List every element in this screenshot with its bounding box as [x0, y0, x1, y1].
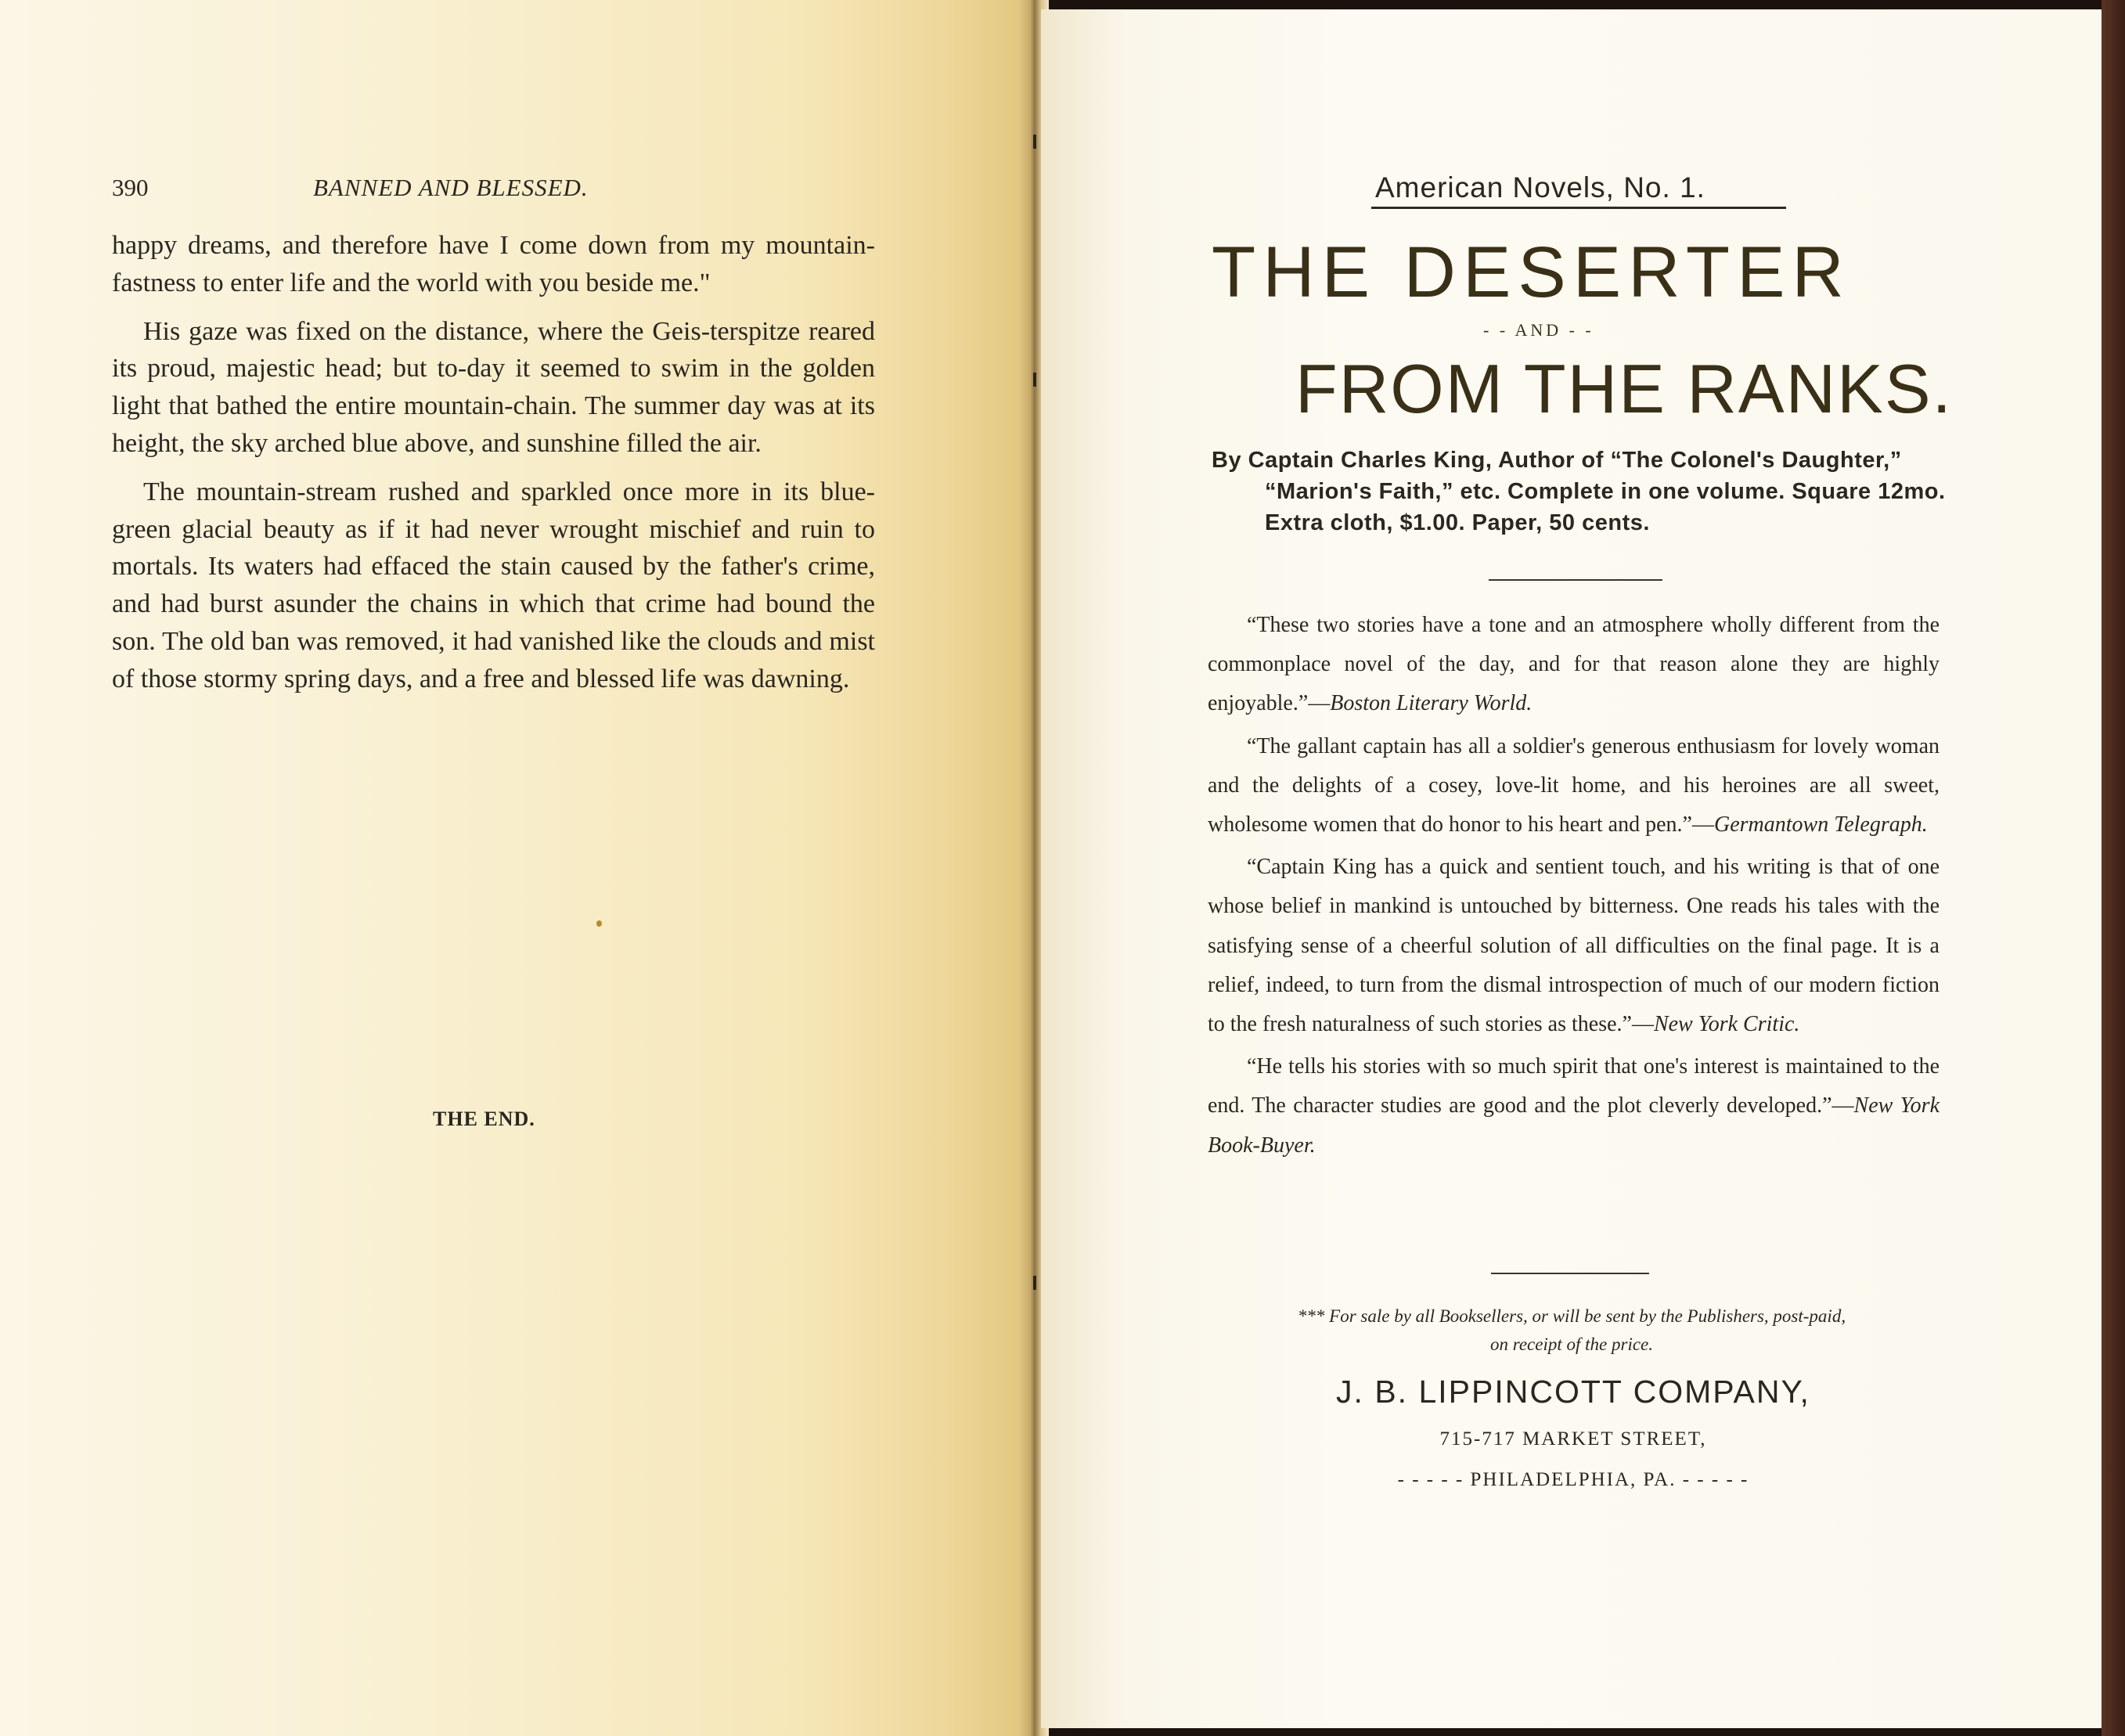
review-4-text: “He tells his stories with so much spirit that one's interest is maintained to the end. The character studies are good and the plot cleverly developed.”—	[1208, 1054, 1940, 1118]
running-title: BANNED AND BLESSED.	[313, 174, 589, 201]
review-3-source: New York Critic.	[1653, 1012, 1800, 1037]
body-text	[112, 227, 875, 709]
review-4	[1208, 1047, 1940, 1165]
divider-rule	[1489, 579, 1662, 581]
review-3	[1208, 848, 1940, 1044]
series-underline	[1371, 207, 1786, 209]
publisher-city: - - - - - PHILADELPHIA, PA. - - - - -	[1397, 1469, 1749, 1490]
review-2	[1208, 727, 1940, 845]
page-number: 390	[112, 174, 149, 201]
cover-board-edge	[2102, 0, 2125, 1736]
paragraph-3: The mountain-stream rushed and sparkled once more in its blue-green glacial beauty as if it had never wrought mischief and ruin to mortals. Its waters had effaced the stain caused by the father's crime, and had burst asunder the chains in which that crime had bound the son. The old ban was removed, it had vanished like the clouds and mist of those stormy spring days, and a free and blessed life was dawning.	[112, 477, 875, 693]
title-line-2: FROM THE RANKS.	[1295, 350, 1954, 427]
the-end-label: THE END.	[433, 1108, 535, 1130]
review-1-source: Boston Literary World.	[1330, 691, 1533, 716]
title-line-1: THE DESERTER	[1212, 232, 1851, 312]
sale-note-line-1: *** For sale by all Booksellers, or will be sent by the Publishers, post-paid,	[1297, 1306, 1846, 1326]
publisher-name: J. B. LIPPINCOTT COMPANY,	[1336, 1374, 1810, 1410]
divider-rule	[1491, 1273, 1649, 1274]
publisher-address: 715-717 MARKET STREET,	[1439, 1428, 1707, 1450]
left-page	[0, 0, 1027, 1736]
byline: By Captain Charles King, Author of “The Colonel's Daughter,” “Marion's Faith,” etc. Complete in one volume. Square 12mo. Extra cloth, $1.00. Paper, 50 cents.	[1212, 448, 1946, 535]
paragraph-1: happy dreams, and therefore have I come down from my mountain-fastness to enter life and the world with you beside me."	[112, 231, 875, 297]
review-1-text: “These two stories have a tone and an atmosphere wholly different from the commonplace novel of the day, and for that reason alone they are highly enjoyable.”—	[1208, 613, 1940, 716]
ink-speck	[596, 920, 602, 927]
review-2-source: Germantown Telegraph.	[1713, 812, 1928, 837]
review-4-source: New York Book-Buyer.	[1208, 1093, 1940, 1158]
binding-thread-3	[1033, 1276, 1036, 1290]
review-2-text: “The gallant captain has all a soldier's generous enthusiasm for lovely woman and the delights of a cosey, love-lit home, and his heroines are all sweet, wholesome women that do honor to his heart and pen.”—	[1208, 733, 1940, 837]
review-3-text: “Captain King has a quick and sentient touch, and his writing is that of one whose belief in mankind is untouched by bitterness. One reads his tales with the satisfying sense of a cheerful solution of all difficulties on the final page. It is a relief, indeed, to turn from the dismal introspection of much of our modern fiction to the fresh naturalness of such stories as these.”—	[1208, 855, 1940, 1037]
series-label: American Novels, No. 1.	[1375, 171, 1705, 203]
reviews	[1208, 606, 1940, 1169]
review-1	[1208, 606, 1940, 724]
title-and: - - AND - -	[1483, 320, 1594, 340]
paragraph-2: His gaze was fixed on the distance, where the Geis-terspitze reared its proud, majestic head; but to-day it seemed to swim in the golden light that bathed the entire mountain-chain. The summer day was at its height, the sky arched blue above, and sunshine filled the air.	[112, 316, 875, 458]
sale-note	[1204, 1302, 1940, 1359]
sale-note-line-2: on receipt of the price.	[1490, 1334, 1653, 1354]
binding-thread-1	[1033, 135, 1036, 149]
binding-thread-2	[1033, 373, 1036, 387]
